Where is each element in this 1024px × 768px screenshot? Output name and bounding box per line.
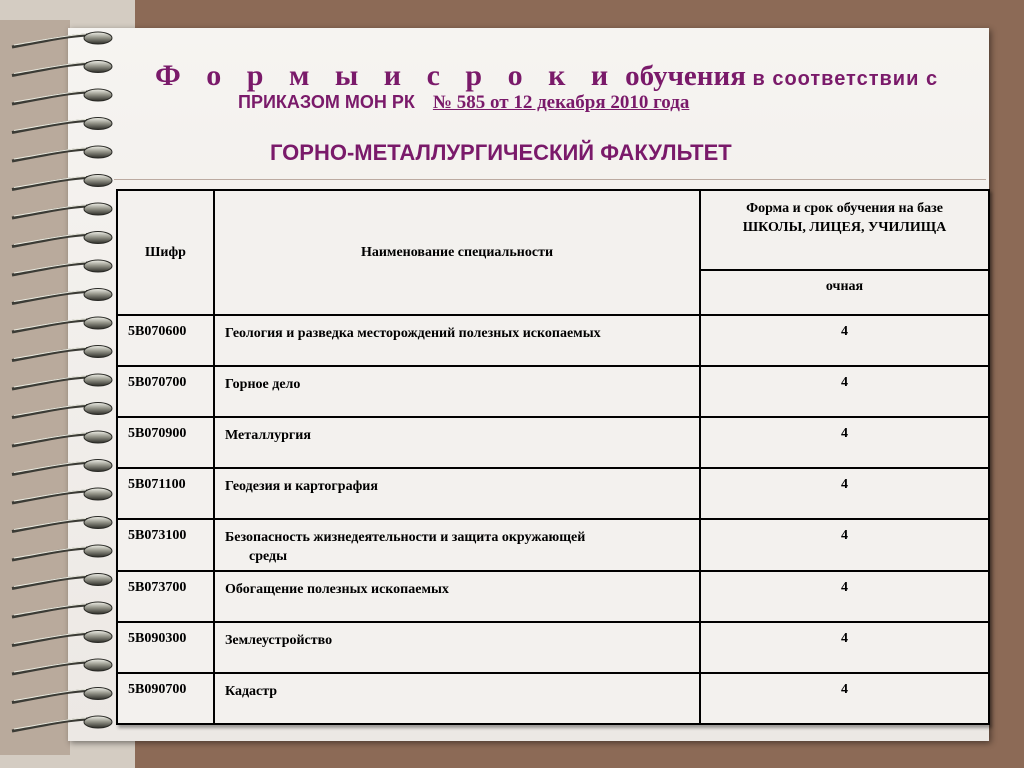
cell-years: 4 bbox=[700, 519, 989, 571]
cell-name: Обогащение полезных ископаемых bbox=[214, 571, 700, 622]
cell-name: Землеустройство bbox=[214, 622, 700, 673]
table-row bbox=[117, 519, 989, 571]
spiral-ring bbox=[84, 317, 112, 329]
spiral-wire bbox=[12, 577, 88, 589]
spiral-wire bbox=[12, 434, 88, 446]
table-header-row bbox=[117, 190, 989, 270]
spiral-ring bbox=[84, 403, 112, 415]
cell-years: 4 bbox=[700, 673, 989, 724]
title-forms-terms: Ф о р м ы и с р о к и bbox=[155, 59, 618, 92]
title-according: в соответствии с bbox=[745, 68, 939, 90]
spiral-ring bbox=[84, 118, 112, 130]
cell-years: 4 bbox=[700, 622, 989, 673]
cell-code: 5В090700 bbox=[117, 673, 214, 724]
spiral-ring bbox=[84, 574, 112, 586]
spiral-wire bbox=[12, 178, 88, 190]
spiral-ring bbox=[84, 460, 112, 472]
spiral-ring bbox=[84, 146, 112, 158]
cell-code: 5В090300 bbox=[117, 622, 214, 673]
cell-code: 5В073700 bbox=[117, 571, 214, 622]
divider bbox=[114, 179, 986, 180]
spiral-ring bbox=[84, 488, 112, 500]
spiral-wire bbox=[12, 719, 88, 731]
table-row bbox=[117, 366, 989, 417]
header-study-form-line2: ШКОЛЫ, ЛИЦЕЯ, УЧИЛИЩА bbox=[742, 220, 947, 235]
spiral-ring bbox=[84, 89, 112, 101]
cell-years: 4 bbox=[700, 366, 989, 417]
cell-years: 4 bbox=[700, 417, 989, 468]
spiral-ring bbox=[84, 203, 112, 215]
spiral-wire bbox=[12, 292, 88, 304]
cell-years: 4 bbox=[700, 571, 989, 622]
spiral-wire bbox=[12, 605, 88, 617]
table-row bbox=[117, 417, 989, 468]
spiral-wire bbox=[12, 349, 88, 361]
spiral-ring bbox=[84, 716, 112, 728]
spiral-ring bbox=[84, 602, 112, 614]
page-title bbox=[155, 56, 938, 93]
spiral-ring bbox=[84, 289, 112, 301]
spiral-wire bbox=[12, 662, 88, 674]
header-code: Шифр bbox=[117, 190, 214, 315]
cell-code: 5В073100 bbox=[117, 519, 214, 571]
spiral-ring bbox=[84, 32, 112, 44]
spiral-wire bbox=[12, 320, 88, 332]
spiral-wire bbox=[12, 263, 88, 275]
spiral-wire bbox=[12, 691, 88, 703]
cell-name: Горное дело bbox=[214, 366, 700, 417]
spiral-ring bbox=[84, 517, 112, 529]
cell-name-line2: среды bbox=[249, 549, 288, 564]
spiral-ring bbox=[84, 374, 112, 386]
spiral-binding bbox=[10, 28, 120, 748]
cell-years: 4 bbox=[700, 315, 989, 366]
spiral-wire bbox=[12, 520, 88, 532]
cell-name: Геология и разведка месторождений полезных ископаемых bbox=[214, 315, 700, 366]
cell-name: Геодезия и картография bbox=[214, 468, 700, 519]
spiral-wire bbox=[12, 235, 88, 247]
cell-years: 4 bbox=[700, 468, 989, 519]
cell-code: 5В071100 bbox=[117, 468, 214, 519]
header-study-form bbox=[700, 190, 989, 270]
order-reference bbox=[238, 92, 689, 114]
spiral-ring bbox=[84, 61, 112, 73]
spiral-wire bbox=[12, 92, 88, 104]
cell-code: 5В070900 bbox=[117, 417, 214, 468]
spiral-wire bbox=[12, 377, 88, 389]
spiral-ring bbox=[84, 431, 112, 443]
spiral-ring bbox=[84, 545, 112, 557]
table-row bbox=[117, 622, 989, 673]
spiral-ring bbox=[84, 260, 112, 272]
spiral-ring bbox=[84, 232, 112, 244]
cell-name bbox=[214, 519, 700, 571]
table-row bbox=[117, 315, 989, 366]
spiral-wire bbox=[12, 463, 88, 475]
spiral-ring bbox=[84, 346, 112, 358]
header-study-form-line1: Форма и срок обучения на базе bbox=[746, 201, 943, 216]
table-row bbox=[117, 673, 989, 724]
order-number-date: № 585 от 12 декабря 2010 года bbox=[432, 92, 690, 113]
cell-name: Металлургия bbox=[214, 417, 700, 468]
cell-code: 5В070700 bbox=[117, 366, 214, 417]
specialties-table bbox=[116, 189, 990, 725]
spiral-wire bbox=[12, 548, 88, 560]
spiral-wire bbox=[12, 406, 88, 418]
faculty-title: ГОРНО-МЕТАЛЛУРГИЧЕСКИЙ ФАКУЛЬТЕТ bbox=[270, 140, 732, 165]
spiral-wire bbox=[12, 121, 88, 133]
spiral-wire bbox=[12, 634, 88, 646]
spiral-ring bbox=[84, 631, 112, 643]
spiral-ring bbox=[84, 688, 112, 700]
order-ministry: ПРИКАЗОМ МОН РК bbox=[238, 92, 415, 112]
header-full-time: очная bbox=[700, 270, 989, 315]
spiral-ring bbox=[84, 659, 112, 671]
spiral-wire bbox=[12, 64, 88, 76]
table-row bbox=[117, 468, 989, 519]
title-training: обучения bbox=[625, 60, 746, 92]
table-row bbox=[117, 571, 989, 622]
cell-name-line1: Безопасность жизнедеятельности и защита окружающей bbox=[225, 530, 586, 545]
cell-name: Кадастр bbox=[214, 673, 700, 724]
spiral-ring bbox=[84, 175, 112, 187]
header-specialty-name: Наименование специальности bbox=[214, 190, 700, 315]
spiral-wire bbox=[12, 35, 88, 47]
cell-code: 5В070600 bbox=[117, 315, 214, 366]
spiral-wire bbox=[12, 491, 88, 503]
spiral-wire bbox=[12, 206, 88, 218]
spiral-wire bbox=[12, 149, 88, 161]
